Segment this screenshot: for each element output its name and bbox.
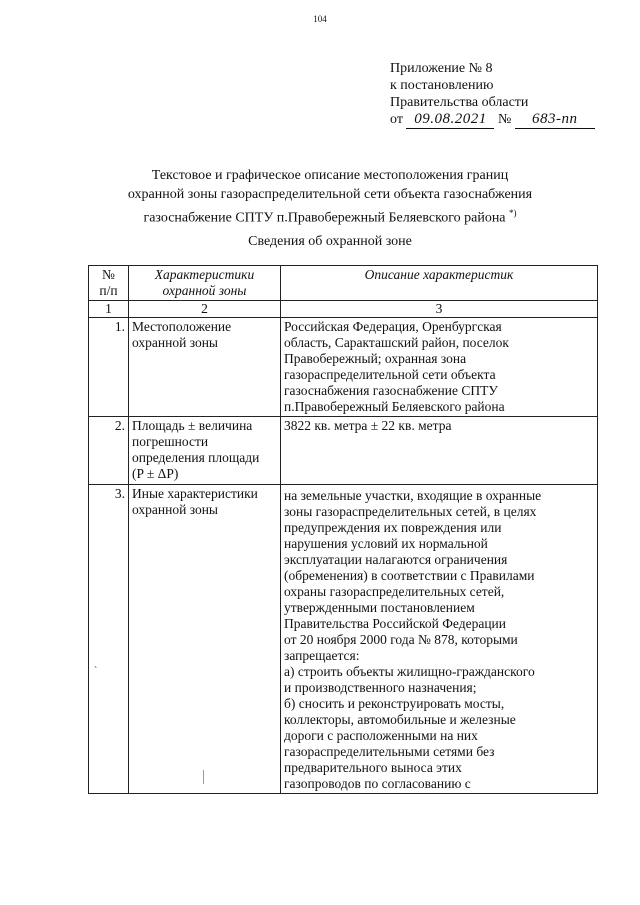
page-number: 104: [313, 14, 327, 24]
from-label: от: [390, 112, 403, 127]
header-characteristics: Характеристики охранной зоны: [129, 266, 281, 301]
appendix-header: [390, 60, 620, 129]
row-description: Российская Федерация, Оренбургская область, Саракташский район, поселок Правобережный; охранная зона газораспределительной сети объекта газоснабжения газоснабжение СПТУ п.Правобережный Беляевского района: [281, 318, 598, 417]
scan-artifact-mark: `: [94, 666, 98, 677]
header-description: Описание характеристик: [281, 266, 598, 301]
section-subtitle: Сведения об охранной зоне: [248, 234, 412, 249]
row-number: 3.: [89, 485, 129, 794]
title-line-3-text: газоснабжение СПТУ п.Правобережный Беляевского района: [143, 210, 506, 226]
table-row: [89, 485, 598, 794]
number-label: №: [497, 112, 512, 127]
title-line-1: Текстовое и графическое описание местоположения границ: [151, 168, 509, 183]
document-title: [100, 166, 560, 228]
appendix-date-line: [390, 111, 620, 129]
title-line-2: охранной зоны газораспределительной сети объекта газоснабжения: [127, 187, 533, 202]
row-number: 2.: [89, 417, 129, 485]
handwritten-number: 683-пп: [515, 111, 595, 129]
footnote-mark: *): [509, 208, 517, 218]
appendix-line-3: Правительства области: [390, 95, 529, 110]
row-number: 1.: [89, 318, 129, 417]
index-cell: 2: [129, 301, 281, 318]
row-description: на земельные участки, входящие в охранные зоны газораспределительных сетей, в целях предупреждения их повреждения или нарушения условий их нормальной эксплуатации налагаются ограничения (обременения) в соответствии с Правилами охраны газораспределительных сетей, утвержденными постановлением Правительства Российской Федерации от 20 ноября 2000 года № 878, которыми запрещается: а) строить объекты жилищно-гражданского и производственного назначения; б) сносить и реконструировать мосты, коллекторы, автомобильные и железные дороги с расположенными на них газораспределительными сетями без предварительного выноса этих газопроводов по согласованию с: [281, 485, 598, 794]
appendix-line-1: Приложение № 8: [390, 61, 493, 76]
title-line-3: [100, 204, 560, 228]
row-characteristic: Местоположение охранной зоны: [129, 318, 281, 417]
table-index-row: [89, 301, 598, 318]
scan-artifact-line: [203, 770, 204, 784]
appendix-line-2: к постановлению: [390, 78, 494, 93]
row-characteristic: Иные характеристики охранной зоны: [129, 485, 281, 794]
row-description: 3822 кв. метра ± 22 кв. метра: [281, 417, 598, 485]
table-row: [89, 318, 598, 417]
index-cell: 1: [89, 301, 129, 318]
header-number: № п/п: [89, 266, 129, 301]
table-row: [89, 417, 598, 485]
protection-zone-table: [88, 265, 598, 794]
table-header-row: [89, 266, 598, 301]
row-characteristic: Площадь ± величина погрешности определения площади (P ± ΔP): [129, 417, 281, 485]
index-cell: 3: [281, 301, 598, 318]
handwritten-date: 09.08.2021: [406, 111, 494, 129]
